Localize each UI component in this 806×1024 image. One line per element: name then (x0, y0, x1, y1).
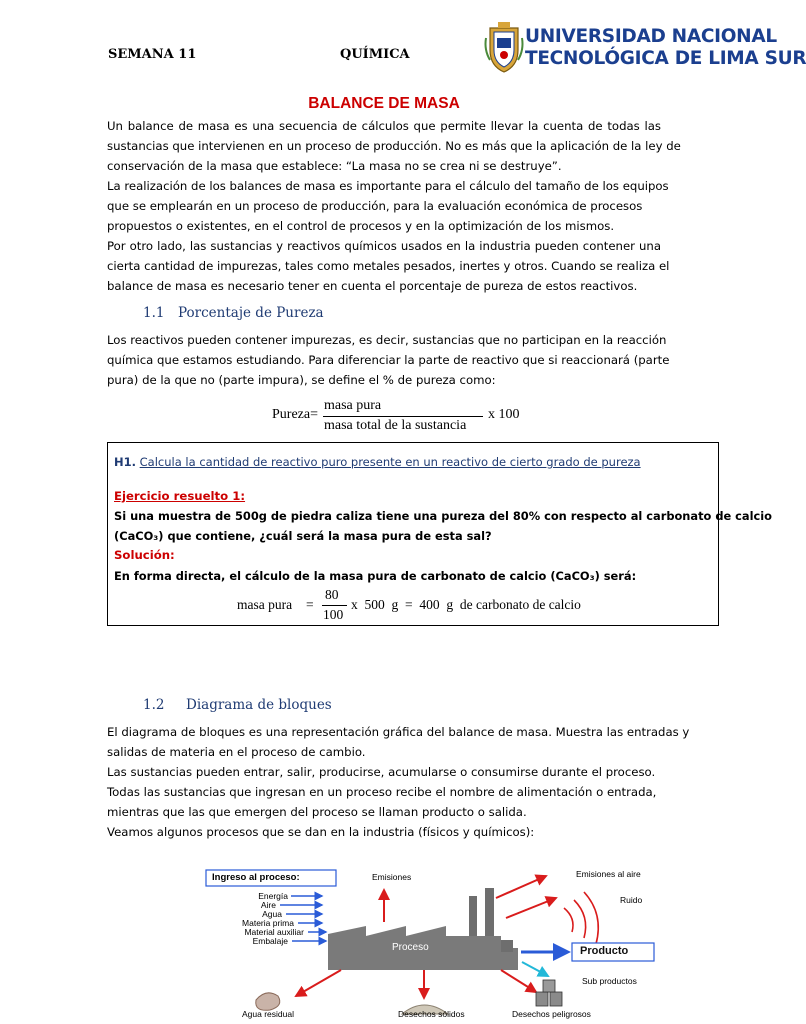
university-name-line1: UNIVERSIDAD NACIONAL (525, 26, 777, 47)
producto-label: Producto (580, 945, 629, 957)
sub-productos-label: Sub productos (582, 976, 637, 986)
intro-line: sustancias que intervienen en un proceso de producción. No es más que la aplicación de la ley de (107, 139, 681, 153)
intro-line: balance de masa es necesario tener en cuenta el porcentaje de pureza de estos reactivos. (107, 279, 638, 293)
block-line: salidas de materia en el proceso de cambio. (107, 745, 366, 759)
formula-factor: x 100 (488, 407, 520, 422)
intro-paragraph (107, 116, 681, 296)
intro-line: conservación de la masa que establece: “La masa no se crea ni se destruye”. (107, 159, 562, 173)
input-agua: Agua (262, 909, 282, 919)
desechos-solidos-label: Desechos sólidos (398, 1009, 465, 1019)
purity-paragraph (107, 330, 670, 390)
purity-line: Los reactivos pueden contener impurezas, es decir, sustancias que no participan en la reacción (107, 333, 667, 347)
emisiones-aire-label: Emisiones al aire (576, 869, 641, 879)
factory-icon (328, 888, 518, 970)
calc-equals: = (306, 597, 314, 612)
block-diagram-paragraph (107, 722, 690, 842)
week-label: SEMANA 11 (108, 47, 197, 62)
section-1-1-number: 1.1 (143, 305, 165, 321)
input-aire: Aire (260, 900, 276, 910)
emisiones-label: Emisiones (372, 872, 412, 882)
block-line: Veamos algunos procesos que se dan en la industria (físicos y químicos): (107, 825, 535, 839)
input-materia-prima: Materia prima (242, 918, 294, 928)
barrels-icon (536, 980, 562, 1006)
intro-line: Un balance de masa es una secuencia de cálculos que permite llevar la cuenta de todas las (107, 119, 661, 133)
intro-line: propuestos o existentes, en el control de procesos y en la optimización de los mismos. (107, 219, 615, 233)
solved-label: Ejercicio resuelto 1: (114, 489, 246, 503)
formula-fraction-bar (323, 416, 483, 417)
diagram-input-title: Ingreso al proceso: (212, 872, 300, 883)
calc-rest: x 500 g = 400 g de carbonato de calcio (351, 597, 581, 612)
solution-text: En forma directa, el cálculo de la masa pura de carbonato de calcio (CaCO₃) será: (114, 569, 637, 583)
block-line: mientras que las que emergen del proceso se llaman producto o salida. (107, 805, 527, 819)
calc-fraction-bar (322, 605, 347, 606)
intro-line: La realización de los balances de masa es importante para el cálculo del tamaño de los equipos (107, 179, 669, 193)
desechos-peligrosos-label: Desechos peligrosos (512, 1009, 591, 1019)
calc-numerator: 80 (325, 587, 339, 602)
intro-line: Por otro lado, las sustancias y reactivos químicos usados en la industria pueden contener una (107, 239, 661, 253)
calc-denominator: 100 (323, 607, 344, 622)
block-line: El diagrama de bloques es una representación gráfica del balance de masa. Muestra las entradas y (107, 725, 690, 739)
university-name-line2: TECNOLÓGICA DE LIMA SUR (525, 48, 806, 69)
formula-lhs: Pureza= (272, 407, 318, 422)
exercise-heading (114, 455, 641, 469)
purity-line: pura) de la que no (parte impura), se define el % de pureza como: (107, 373, 496, 387)
purity-line: química que estamos estudiando. Para diferenciar la parte de reactivo que si reaccionará (parte (107, 353, 670, 367)
formula-denominator: masa total de la sustancia (324, 418, 467, 433)
calc-lhs: masa pura (237, 597, 293, 612)
intro-line: cierta cantidad de impurezas, tales como metales pesados, inertes y otros. Cuando se realiza el (107, 259, 670, 273)
subject-label: QUÍMICA (340, 47, 410, 62)
solution-label: Solución: (114, 548, 175, 562)
section-1-1-title: Porcentaje de Pureza (178, 305, 324, 321)
block-line: Todas las sustancias que ingresan en un proceso recibe el nombre de alimentación o entrada, (107, 785, 657, 799)
exercise-h1-tag: H1. (114, 455, 136, 469)
exercise-h1-text: Calcula la cantidad de reactivo puro presente en un reactivo de cierto grado de pureza (139, 455, 641, 469)
ruido-label: Ruido (620, 895, 643, 905)
process-diagram (196, 858, 658, 1024)
exercise-question-line2: (CaCO₃) que contiene, ¿cuál será la masa pura de esta sal? (114, 529, 492, 543)
section-1-2-number: 1.2 (143, 697, 165, 713)
formula-numerator: masa pura (324, 398, 382, 413)
process-label: Proceso (392, 942, 429, 953)
input-embalaje: Embalaje (252, 936, 288, 946)
section-1-2-title: Diagrama de bloques (186, 697, 332, 713)
input-energia: Energía (258, 891, 288, 901)
agua-residual-label: Agua residual (242, 1009, 294, 1019)
exercise-question-line1: Si una muestra de 500g de piedra caliza tiene una pureza del 80% con respecto al carbonato de calcio (114, 509, 773, 523)
intro-line: que se emplearán en un proceso de producción, para la evaluación económica de procesos (107, 199, 643, 213)
page-title: BALANCE DE MASA (308, 95, 460, 112)
block-line: Las sustancias pueden entrar, salir, producirse, acumularse o consumirse durante el proceso. (107, 765, 656, 779)
university-crest-icon (484, 20, 524, 74)
input-material-auxiliar: Material auxiliar (244, 927, 304, 937)
